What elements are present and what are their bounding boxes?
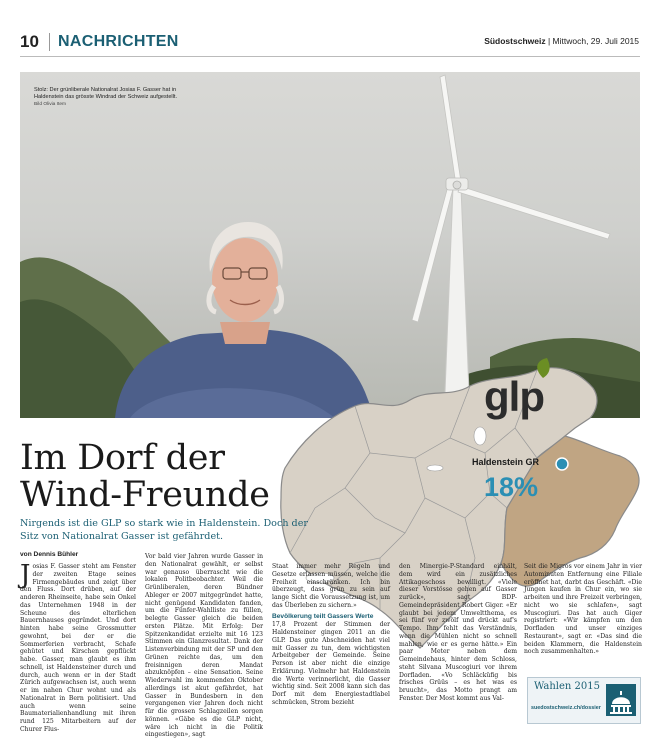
headline-line-2: Wind-Freunde	[20, 475, 270, 515]
man-neck	[220, 322, 270, 344]
column-5-text: Seit die Migros vor einem Jahr in vier Autominuten Entfernung eine Filiale eröffnet hat, darbt das Geschäft. «Die Jungen kaufen in Chur ein, wo sie arbeiten und ihre Freizeit verbringen, nicht wo sie schlafen», sagt Muscogiuri. Das hat auch Giger registriert: «Wir kämpfen um den Dorfladen und unser einziges Restaurant», sagt er. «Das sind die beiden Klammern, die Haldenstein noch zusammenhalten.»	[524, 563, 642, 656]
article-column-3	[272, 563, 390, 707]
masthead	[484, 36, 639, 46]
column-1-text: osias F. Gasser steht am Fenster der zweiten Etage seines Firmengebäudes und zeigt über den Fluss. Dort drüben, auf der anderen Rheinseite, habe sein Onkel das Unternehmen 1948 in der Scheune des elterlichen Bauernhauses gegründet. Und dort hinten habe seine Grossmutter gewohnt, bei der er die Sommerferien verbracht, Schafe gehütet und Kirschen gepflückt habe. Gasser, man glaubt es ihm schnell, ist Haldensteiner durch und durch, auch wenn er in der Stadt Zürich aufgewachsen ist, auch wenn er im nahen Chur wohnt und als Nationalrat in Bern politisiert. Und auch wenn seine Baumaterialienhandlung mit ihren rund 125 Mitarbeitern auf der Churer Flus-	[20, 563, 136, 733]
badge-link[interactable]: suedostschweiz.ch/dossier	[531, 705, 601, 711]
map-share-label: 18%	[484, 472, 539, 502]
column-3-text-b: 17,8 Prozent der Stimmen der Haldensteiner gingen 2011 an die GLP. Das gute Abschneiden hat viel mit Gasser zu tun, dem wichtigsten Arbeitgeber der Gemeinde. Seine Person ist aber nicht die einzige Erklärung. Vielmehr hat Haldenstein die Werte verinnerlicht, die Gasser wichtig sind. Seit 2008 kann sich das Dorf mit dem Energiestadtlabel schmücken, Strom bezieht	[272, 621, 390, 706]
page-number: 10	[20, 32, 39, 51]
drop-cap: J	[20, 560, 31, 590]
man-face	[212, 238, 278, 322]
lake-lucerne	[427, 465, 443, 471]
article-subhead: Nirgends ist die GLP so stark wie in Haldenstein. Doch der Sitz von Nationalrat Gasser ist gefährdet.	[20, 518, 308, 542]
turbine-blade-right	[458, 186, 610, 239]
caption-text: Stolz: Der grünliberale Nationalrat Josias F. Gasser hat in Haldenstein das grösste Windrad der Schweiz aufgestellt.	[34, 87, 178, 100]
header-separator	[49, 33, 50, 51]
article-column-4	[399, 563, 517, 703]
column-2-text: Vor bald vier Jahren wurde Gasser in den Nationalrat gewählt, er selbst war genauso überrascht wie die lokalen Politbeobachter. Weil die Grünliberalen, deren Bündner Ableger er 2007 mitgegründet hatte, nicht genügend Kandidaten fanden, um die Fünfer-Wahlliste zu füllen, belegte Gasser gleich die beiden ersten Plätze. Mit Erfolg: Der Spitzenkandidat erzielte mit 16 123 Stimmen ein Glanzresultat. Dank der Listenverbindung mit der SP und den Grünen reichte das, um den freisinnigen deren Mandat abzuknöpfen – eine Sensation. Seine Wiederwahl im kommenden Oktober allerdings ist akut gefährdet, hat Gasser in Bundesbern in den vergangenen vier Jahren doch nicht für die grossen Schlagzeilen sorgen können. «Gäbe es die GLP nicht, wäre ich nicht in die Politik eingestiegen», sagt	[145, 553, 263, 739]
newspaper-name: Südostschweiz	[484, 36, 546, 46]
haldenstein-dot	[556, 458, 568, 470]
parliament-icon	[606, 684, 636, 716]
photo-caption	[34, 87, 184, 108]
issue-date: | Mittwoch, 29. Juli 2015	[547, 36, 639, 46]
column-4-text: den Minergie-P-Standard einhält, dem wird ein zusätzliches Attikageschoss bewilligt. «Viele dieser Vorstösse gehen auf Gasser zurück», sagt BDP-Gemeindepräsident Robert Giger. «Er glaubt bei jedem Umweltthema, es sei fünf vor zwölf und drückt auf's Tempo. Ihm fehlt das Verständnis, wenn die Mühlen nicht so schnell mahlen, wie er es gerne hätte.» Ein paar Meter neben dem Gemeindehaus, hinter dem Schloss, steht Silvana Muscogiuri vor ihrem Dorfladen. «Vo Schläcküfig bis frisches Grüüs – es het was es bruucht», das Motto prangt am Fenster. Der Most kommt aus Val-	[399, 563, 517, 702]
article-headline	[20, 440, 290, 514]
turbine-blade-down	[412, 186, 453, 322]
turbine-blade-up	[440, 75, 461, 185]
header-rule	[20, 56, 640, 57]
article-column-1	[20, 560, 136, 734]
glp-logo: glp	[484, 373, 544, 420]
turbine-hub	[453, 181, 461, 189]
badge-title: Wahlen 2015	[534, 681, 600, 692]
article-author: von Dennis Bühler	[20, 551, 79, 558]
map-place-label: Haldenstein GR	[472, 457, 540, 467]
column-3-text-a: Staat immer mehr Regeln und Gesetze erlassen müssen, welche die Freiheit einschränken. Ich bin überzeugt, dass grün zu sein auf lange Sicht die Voraussetzung ist, um das Überleben zu sichern.»	[272, 563, 390, 609]
headline-line-1: Im Dorf der	[20, 438, 225, 478]
photo-credit: Bild Olivia Item	[34, 102, 66, 107]
lake-zurich	[474, 427, 486, 445]
column-3-subheading: Bevölkerung teilt Gassers Werte	[272, 612, 374, 620]
article-column-2	[145, 553, 263, 739]
article-column-5	[524, 563, 642, 656]
section-title: NACHRICHTEN	[58, 33, 179, 50]
